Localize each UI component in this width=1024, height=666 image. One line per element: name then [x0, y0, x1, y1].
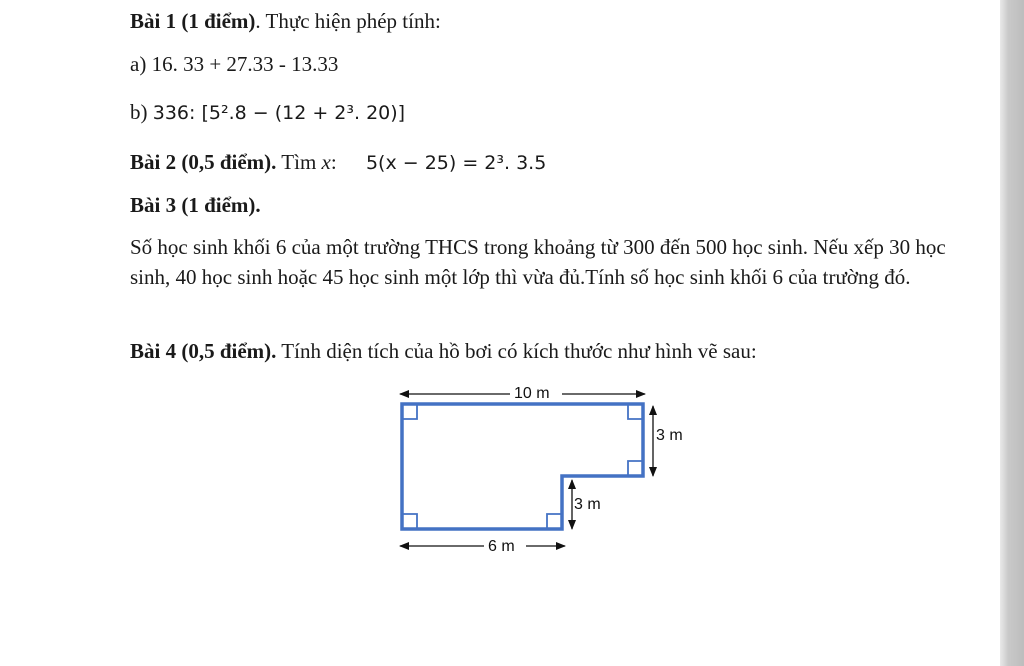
bottom-dimension-label: 6 m [488, 538, 515, 555]
problem2-equation: 5(x − 25) = 2³. 3.5 [365, 152, 547, 174]
right-angle-marker [547, 514, 562, 529]
right-angle-marker [628, 461, 643, 476]
problem1-part-a [130, 49, 338, 79]
problem3-heading: Bài 3 (1 điểm). [130, 193, 261, 217]
problem4-text: Tính diện tích của hồ bơi có kích thước như hình vẽ sau: [281, 339, 757, 363]
right-angle-marker [402, 404, 417, 419]
right-dimension-label: 3 m [656, 427, 683, 444]
problem3-body: Số học sinh khối 6 của một trường THCS trong khoảng từ 300 đến 500 học sinh. Nếu xếp 30 học sinh, 40 học sinh hoặc 45 học sinh một lớp thì vừa đủ.Tính số học sinh khối 6 của trường đó. [130, 235, 946, 289]
problem4-line [130, 336, 757, 366]
problem4-heading: Bài 4 (0,5 điểm). [130, 339, 277, 363]
problem1-part-b [130, 97, 405, 128]
page-edge-shadow [1000, 0, 1024, 666]
problem2-variable: x [321, 150, 331, 174]
part-a-label: a) [130, 52, 147, 76]
right-angle-marker [628, 404, 643, 419]
problem2-text: Tìm [281, 150, 317, 174]
pool-outline [402, 404, 643, 529]
right-angle-marker [402, 514, 417, 529]
problem2-line [130, 147, 546, 178]
step-dimension-label: 3 m [574, 496, 601, 513]
top-dimension-label: 10 m [514, 385, 550, 402]
pool-diagram [390, 376, 700, 566]
problem1-heading: Bài 1 (1 điểm) [130, 9, 256, 33]
problem1-text: . Thực hiện phép tính: [255, 9, 441, 33]
problem1-line [130, 6, 441, 36]
problem2-heading: Bài 2 (0,5 điểm). [130, 150, 277, 174]
problem2-colon: : [330, 150, 337, 174]
part-b-label: b) [130, 100, 148, 124]
part-b-expression: 336: [5².8 − (12 + 2³. 20)] [152, 102, 406, 124]
part-a-expression: 16. 33 + 27.33 - 13.33 [151, 52, 339, 76]
